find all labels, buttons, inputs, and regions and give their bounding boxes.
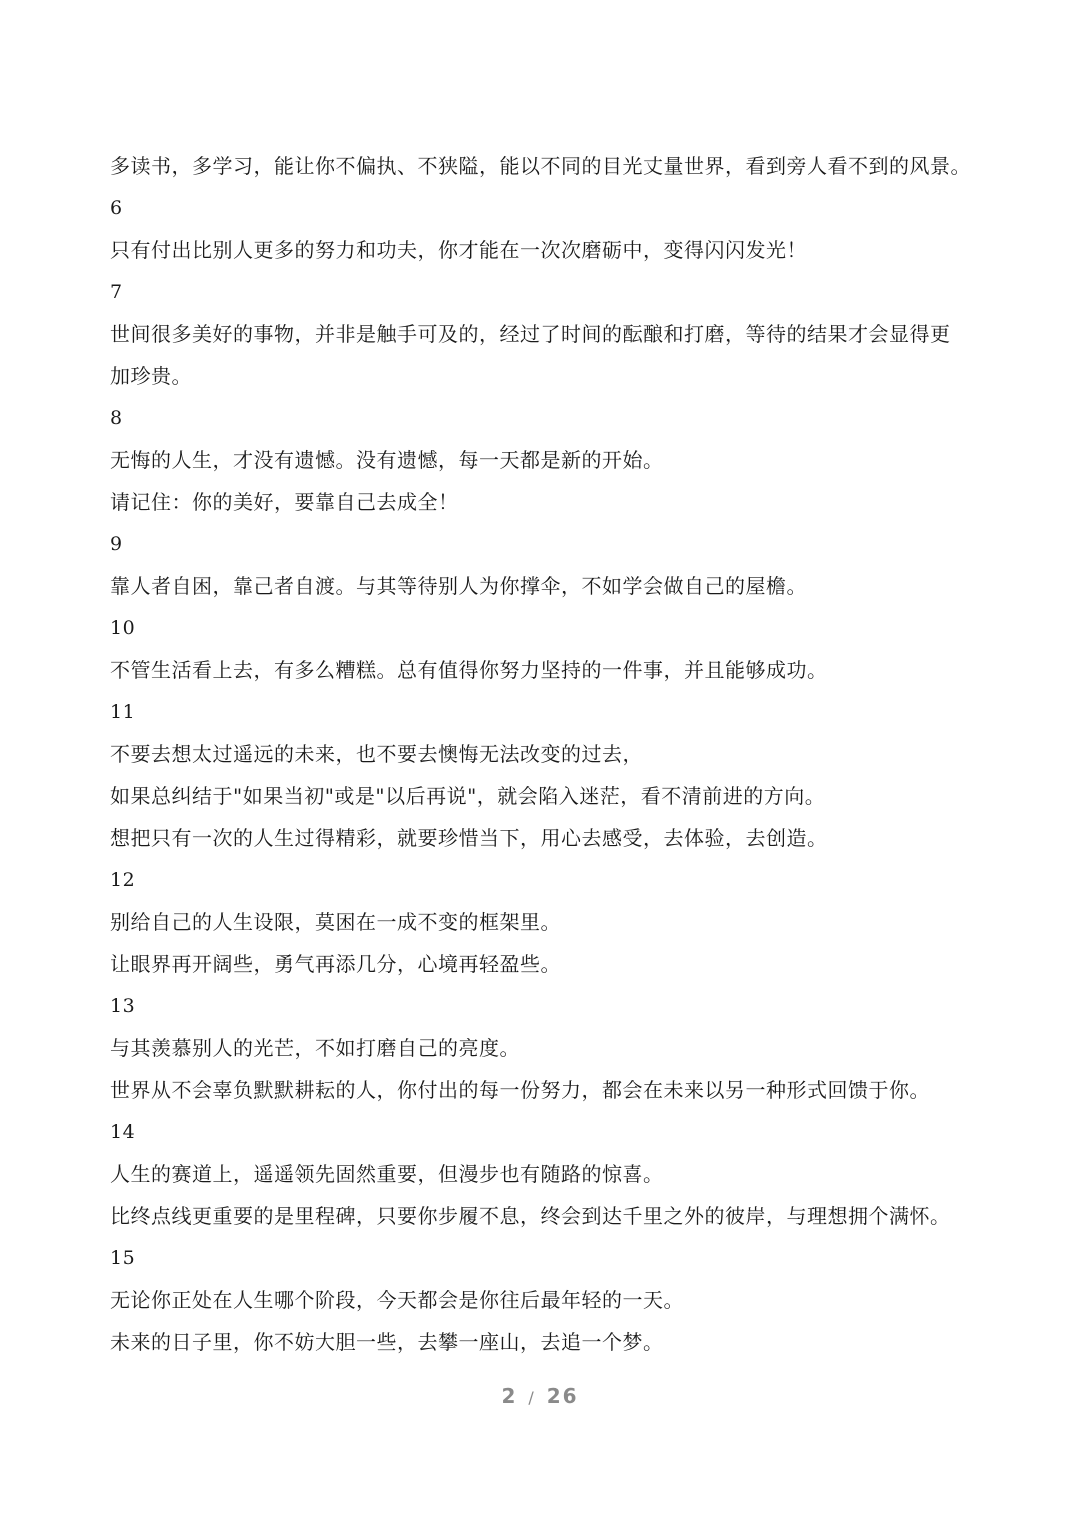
item-number: 14 <box>110 1121 136 1143</box>
item-number: 8 <box>110 407 123 429</box>
item-number: 7 <box>110 281 123 303</box>
text-line: 比终点线更重要的是里程碑，只要你步履不息，终会到达千里之外的彼岸，与理想拥个满怀。 <box>110 1204 951 1228</box>
text-line: 想把只有一次的人生过得精彩，就要珍惜当下，用心去感受，去体验，去创造。 <box>110 826 828 850</box>
page-indicator <box>0 1384 1080 1408</box>
text-line: 加珍贵。 <box>110 364 192 388</box>
text-line: 别给自己的人生设限，莫困在一成不变的框架里。 <box>110 910 561 934</box>
item-number: 13 <box>110 995 136 1017</box>
text-line: 不管生活看上去，有多么糟糕。总有值得你努力坚持的一件事，并且能够成功。 <box>110 658 828 682</box>
total-pages: 26 <box>546 1384 579 1408</box>
item-number: 11 <box>110 701 136 723</box>
text-line: 无论你正处在人生哪个阶段，今天都会是你往后最年轻的一天。 <box>110 1288 684 1312</box>
text-line: 世界从不会辜负默默耕耘的人，你付出的每一份努力，都会在未来以另一种形式回馈于你。 <box>110 1078 930 1102</box>
text-line: 无悔的人生，才没有遗憾。没有遗憾，每一天都是新的开始。 <box>110 448 664 472</box>
item-number: 10 <box>110 617 136 639</box>
text-line: 不要去想太过遥远的未来，也不要去懊悔无法改变的过去， <box>110 742 643 766</box>
text-line: 请记住：你的美好，要靠自己去成全！ <box>110 490 459 514</box>
text-line: 只有付出比别人更多的努力和功夫，你才能在一次次磨砺中，变得闪闪发光！ <box>110 238 807 262</box>
item-number: 12 <box>110 869 136 891</box>
text-line: 世间很多美好的事物，并非是触手可及的，经过了时间的酝酿和打磨，等待的结果才会显得更 <box>110 322 951 346</box>
current-page: 2 <box>501 1384 518 1408</box>
page-separator: / <box>528 1388 536 1407</box>
text-line: 与其羡慕别人的光芒，不如打磨自己的亮度。 <box>110 1036 520 1060</box>
item-number: 9 <box>110 533 123 555</box>
item-number: 6 <box>110 197 123 219</box>
text-line: 人生的赛道上，遥遥领先固然重要，但漫步也有随路的惊喜。 <box>110 1162 664 1186</box>
text-line: 如果总纠结于"如果当初"或是"以后再说"，就会陷入迷茫，看不清前进的方向。 <box>110 784 826 808</box>
text-line: 靠人者自困，靠己者自渡。与其等待别人为你撑伞，不如学会做自己的屋檐。 <box>110 574 807 598</box>
text-line: 让眼界再开阔些，勇气再添几分，心境再轻盈些。 <box>110 952 561 976</box>
text-line: 多读书，多学习，能让你不偏执、不狭隘，能以不同的目光丈量世界，看到旁人看不到的风景。 <box>110 154 971 178</box>
text-line: 未来的日子里，你不妨大胆一些，去攀一座山，去追一个梦。 <box>110 1330 664 1354</box>
item-number: 15 <box>110 1247 136 1269</box>
